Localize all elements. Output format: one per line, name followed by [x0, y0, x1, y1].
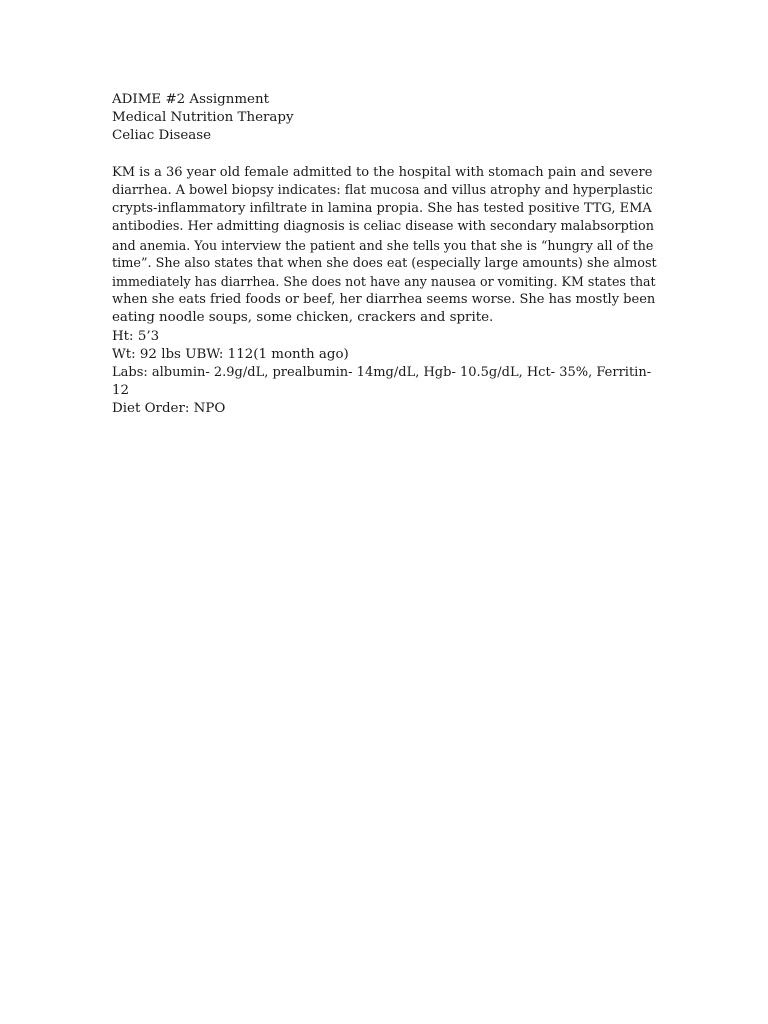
case-line: KM is a 36 year old female admitted to the hospital with stomach pain and severe — [112, 164, 653, 180]
case-line: immediately has diarrhea. She does not have any nausea or vomiting. KM states that — [112, 274, 656, 290]
document-content — [112, 91, 657, 419]
labs-line-2: 12 — [112, 383, 130, 399]
diet-order: Diet Order: NPO — [112, 401, 226, 417]
height-value: Ht: 5’3 — [112, 328, 160, 344]
case-line: time”. She also states that when she does eat (especially large amounts) she almost — [112, 255, 657, 271]
course-name: Medical Nutrition Therapy — [112, 110, 294, 126]
case-line: and anemia. You interview the patient and she tells you that she is “hungry all of the — [112, 237, 654, 253]
case-description — [112, 164, 657, 328]
case-line: crypts-inflammatory infiltrate in lamina propia. She has tested positive TTG, EMA — [112, 201, 652, 217]
weight-value: Wt: 92 lbs UBW: 112(1 month ago) — [112, 346, 349, 362]
case-line: eating noodle soups, some chicken, crackers and sprite. — [112, 310, 494, 326]
patient-details — [112, 328, 657, 419]
labs-line-1: Labs: albumin- 2.9g/dL, prealbumin- 14mg/dL, Hgb- 10.5g/dL, Hct- 35%, Ferritin- — [112, 365, 652, 381]
case-line: diarrhea. A bowel biopsy indicates: flat mucosa and villus atrophy and hyperplastic — [112, 183, 653, 198]
assignment-header — [112, 91, 657, 146]
case-line: when she eats fried foods or beef, her diarrhea seems worse. She has mostly been — [112, 292, 656, 308]
assignment-title: ADIME #2 Assignment — [112, 92, 269, 107]
topic-name: Celiac Disease — [112, 128, 212, 144]
case-line: antibodies. Her admitting diagnosis is celiac disease with secondary malabsorption — [112, 219, 654, 235]
